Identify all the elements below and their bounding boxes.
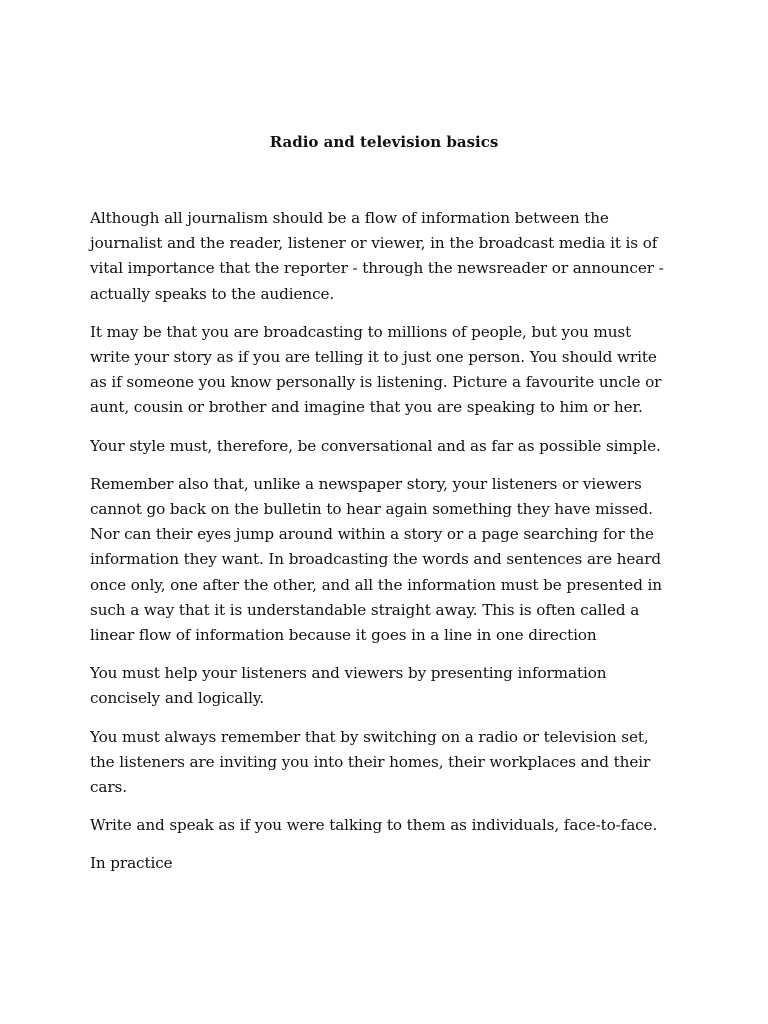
paragraph-5: You must help your listeners and viewers by presenting information concisely and logically.	[90, 664, 607, 708]
paragraph-4: Remember also that, unlike a newspaper story, your listeners or viewers cannot go back on the bulletin to hear again something they have missed. Nor can their eyes jump around within a story or a page searching for the information they want. In broadcasting the words and sentences are heard once only, one after the other, and all the information must be presented in such a way that it is understandable straight away. This is often called a linear flow of information because it goes in a line in one direction	[90, 474, 662, 645]
paragraph-2: It may be that you are broadcasting to millions of people, but you must write your story as if you are telling it to just one person. You should write as if someone you know personally is listening. Picture a favourite uncle or aunt, cousin or brother and imagine that you are speaking to him or her.	[90, 322, 662, 417]
section-heading-in-practice: In practice	[90, 854, 173, 873]
page-title: Radio and television basics	[269, 133, 499, 151]
paragraph-7: Write and speak as if you were talking to them as individuals, face-to-face.	[90, 816, 658, 835]
paragraph-6: You must always remember that by switching on a radio or television set, the listeners are inviting you into their homes, their workplaces and their cars.	[90, 727, 651, 797]
paragraph-1: Although all journalism should be a flow of information between the journalist and the reader, listener or viewer, in the broadcast media it is of vital importance that the reporter - through the newsreader or announcer - actually speaks to the audience.	[90, 209, 664, 303]
paragraph-3: Your style must, therefore, be conversational and as far as possible simple.	[90, 436, 661, 455]
document-body	[90, 206, 670, 890]
